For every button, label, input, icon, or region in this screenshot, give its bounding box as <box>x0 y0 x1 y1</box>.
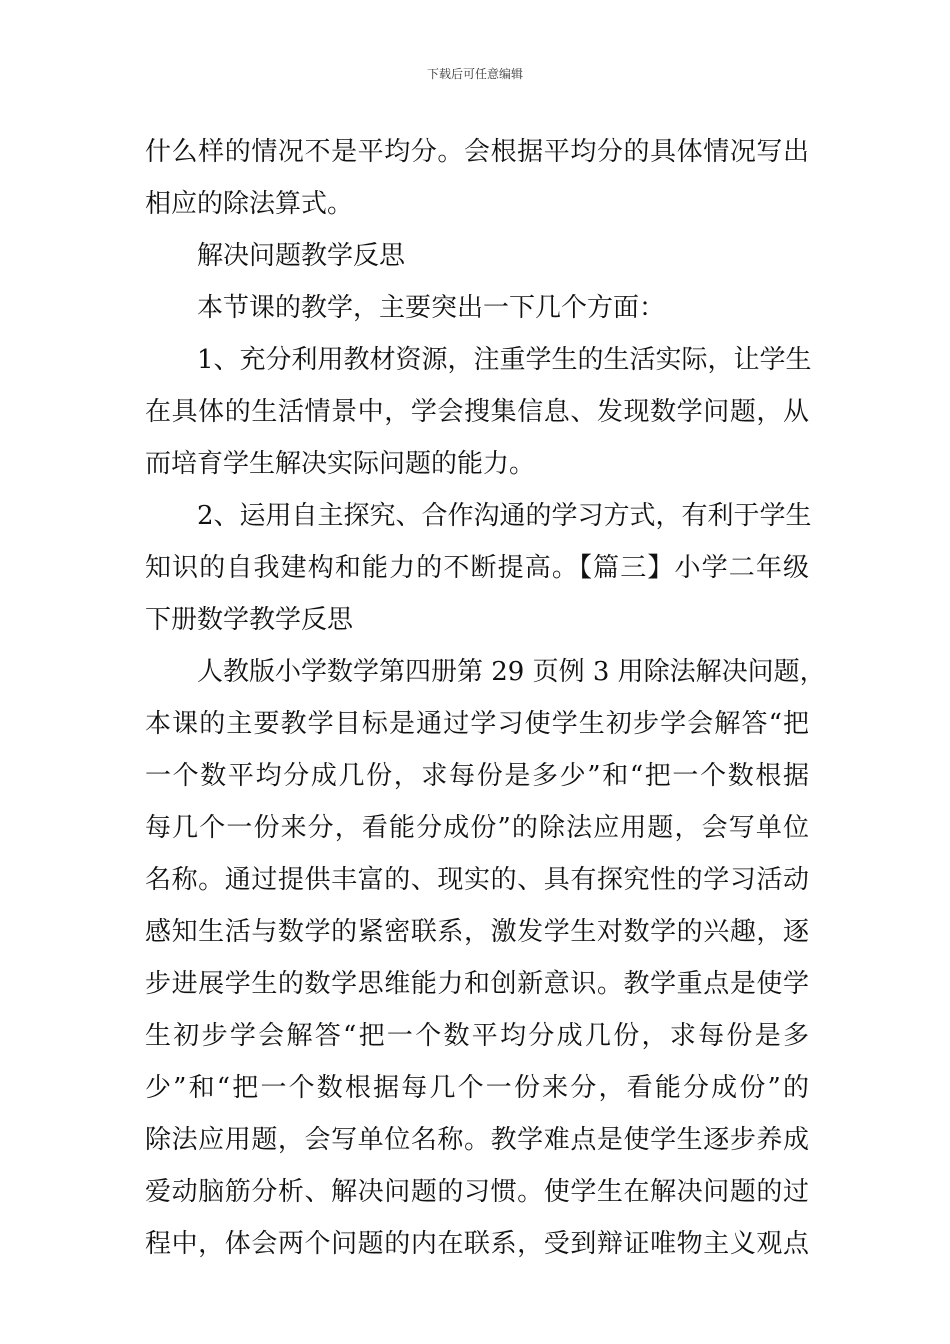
text-line: 感知生活与数学的紧密联系，激发学生对数学的兴趣，逐 <box>145 917 809 947</box>
text-line: 1、充分利用教材资源，注重学生的生活实际，让学生 <box>197 345 812 375</box>
text-line: 生初步学会解答“把一个数平均分成几份，求每份是多 <box>145 1021 809 1051</box>
text-line: 而培育学生解决实际问题的能力。 <box>145 449 536 479</box>
text-line: 步进展学生的数学思维能力和创新意识。教学重点是使学 <box>145 969 809 999</box>
text-line: 下册数学教学反思 <box>145 605 354 635</box>
text-line: 程中，体会两个问题的内在联系，受到辩证唯物主义观点 <box>145 1229 809 1259</box>
text-line: 知识的自我建构和能力的不断提高。【篇三】小学二年级 <box>145 553 809 583</box>
text-line: 爱动脑筋分析、解决问题的习惯。使学生在解决问题的过 <box>145 1177 809 1207</box>
section-heading: 解决问题教学反思 <box>197 241 406 271</box>
text-line: 名称。通过提供丰富的、现实的、具有探究性的学习活动 <box>145 865 809 895</box>
document-body <box>145 126 826 1270</box>
text-line: 少”和“把一个数根据每几个一份来分，看能分成份”的 <box>145 1073 809 1103</box>
text-line: 本课的主要教学目标是通过学习使学生初步学会解答“把 <box>145 709 809 739</box>
text-line: 除法应用题，会写单位名称。教学难点是使学生逐步养成 <box>145 1125 809 1155</box>
text-line: 什么样的情况不是平均分。会根据平均分的具体情况写出 <box>145 137 809 167</box>
text-line: 在具体的生活情景中，学会搜集信息、发现数学问题，从 <box>145 397 809 427</box>
text-line: 本节课的教学，主要突出一下几个方面： <box>197 293 666 323</box>
text-line: 人教版小学数学第四册第 29 页例 3 用除法解决问题， <box>197 657 826 687</box>
text-line: 2、运用自主探究、合作沟通的学习方式，有利于学生 <box>197 501 812 531</box>
text-line: 每几个一份来分，看能分成份”的除法应用题，会写单位 <box>145 813 809 843</box>
text-line: 相应的除法算式。 <box>145 189 354 219</box>
text-line: 一个数平均分成几份，求每份是多少”和“把一个数根据 <box>145 761 809 791</box>
page-header: 下载后可任意编辑 <box>426 67 523 81</box>
